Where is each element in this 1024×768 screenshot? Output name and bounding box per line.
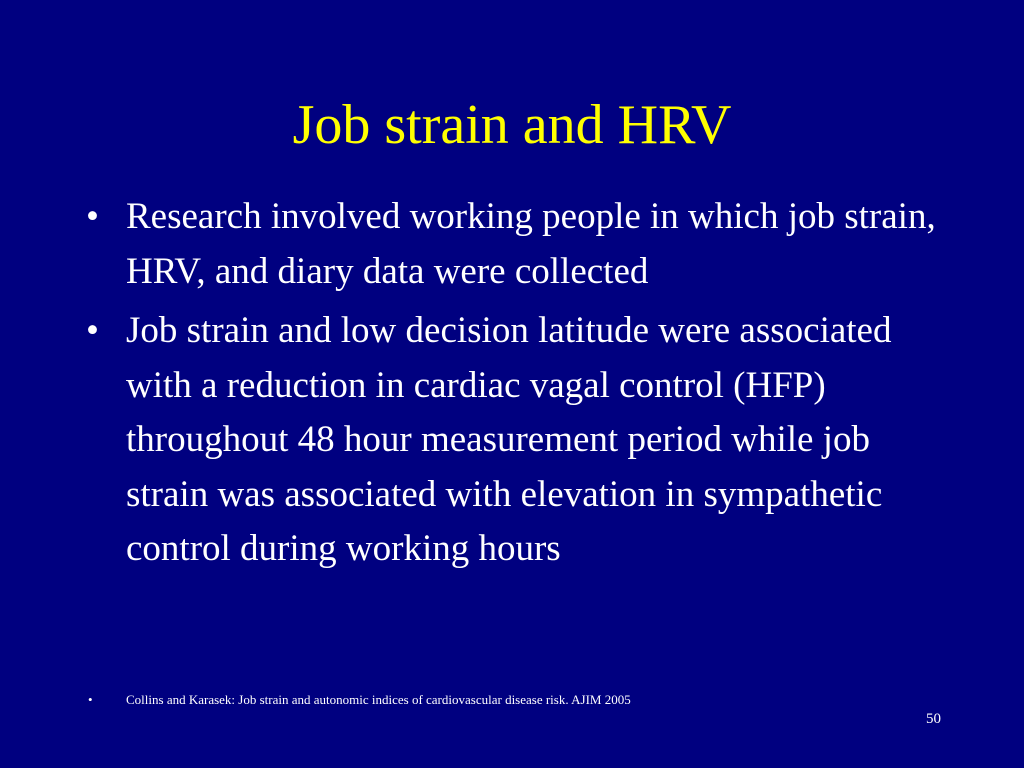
page-number: 50: [926, 711, 941, 727]
citation-marker: •: [88, 692, 93, 707]
bullet-text: Research involved working people in which job strain, HRV, and diary data were collected: [126, 196, 936, 292]
bullet-marker: •: [86, 310, 99, 351]
citation: [88, 691, 1006, 709]
bullet-item: [84, 190, 954, 299]
bullet-item: [84, 304, 954, 577]
slide-title: Job strain and HRV: [292, 94, 732, 156]
bullet-text: Job strain and low decision latitude were associated with a reduction in cardiac vagal control (HFP) throughout 48 hour measurement period while job strain was associated with elevation in sympathetic control during working hours: [126, 310, 892, 569]
bullet-list: [84, 190, 954, 582]
bullet-marker: •: [86, 196, 99, 237]
citation-text: Collins and Karasek: Job strain and autonomic indices of cardiovascular disease risk. AJIM 2005: [126, 692, 631, 707]
